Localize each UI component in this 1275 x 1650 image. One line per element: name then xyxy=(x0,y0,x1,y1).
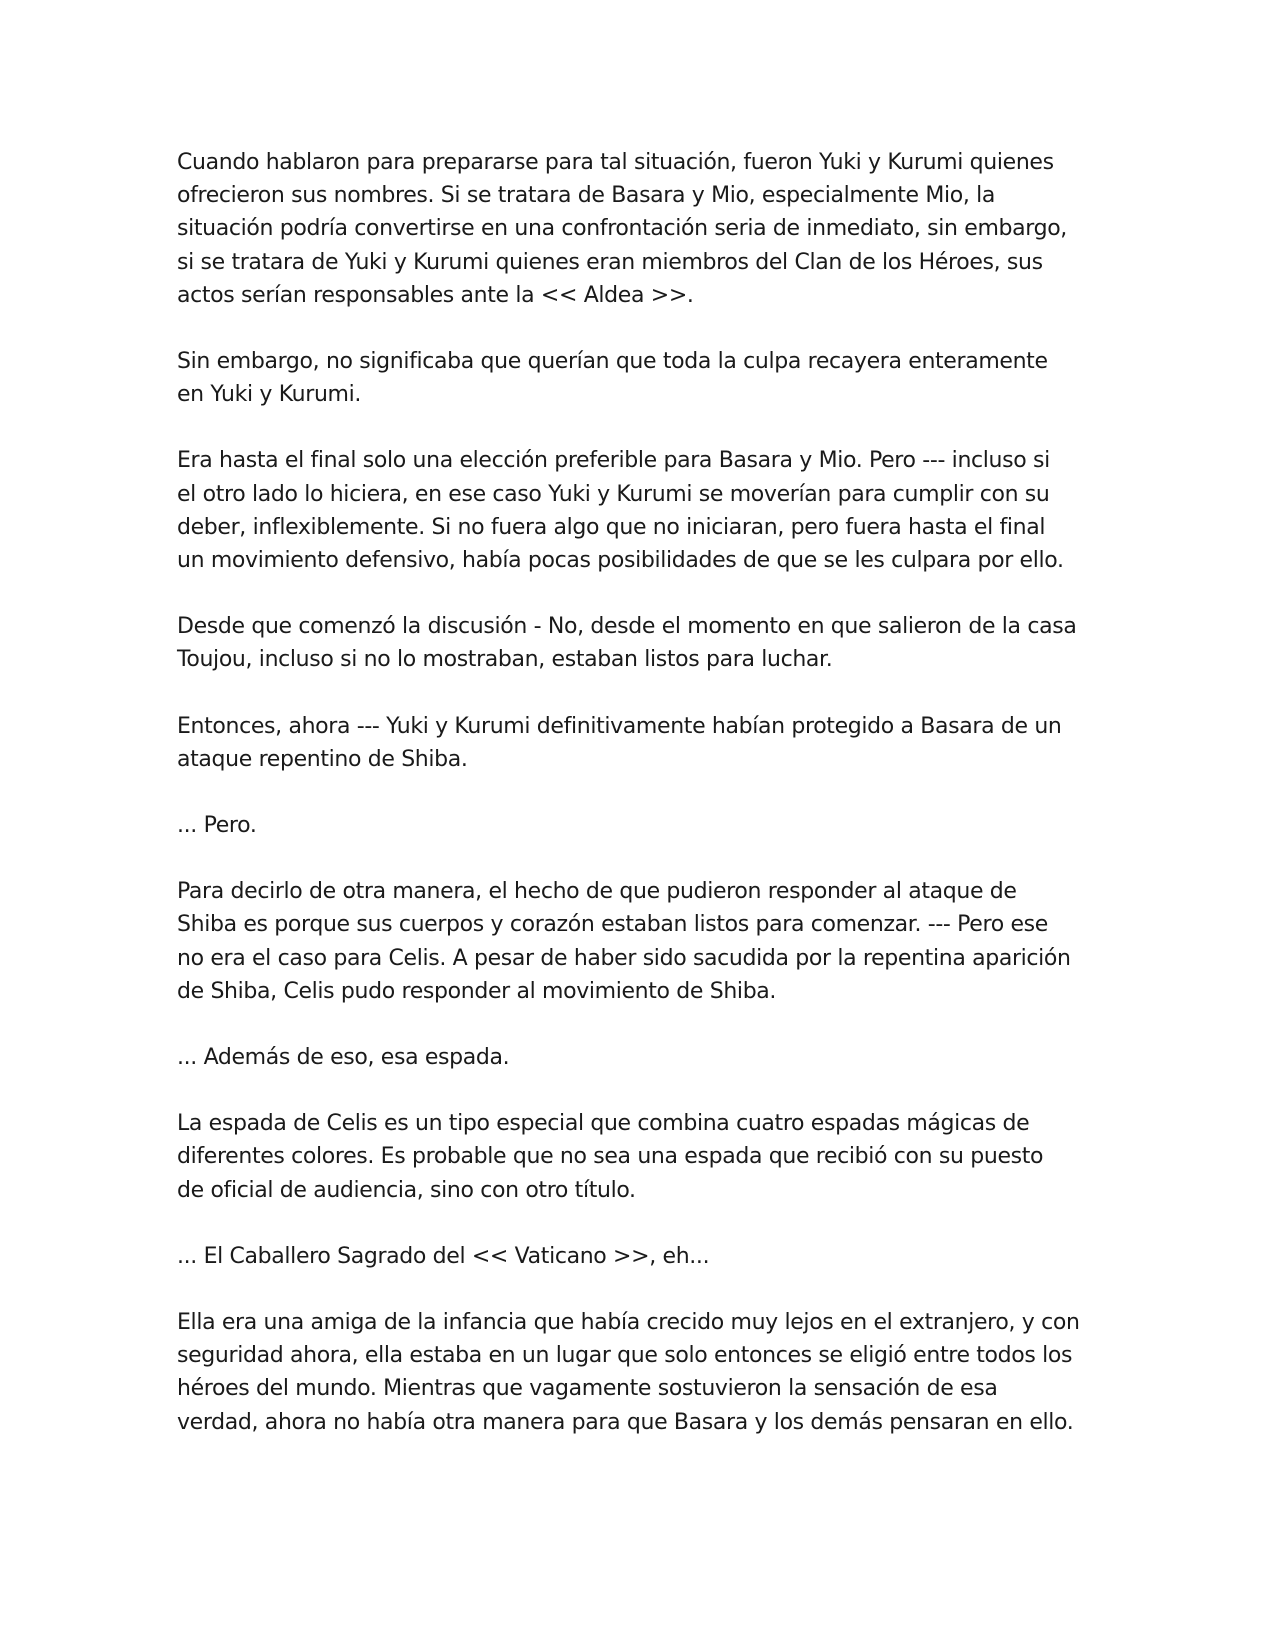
paragraph-8 xyxy=(177,1041,1097,1074)
text-line: verdad, ahora no había otra manera para que Basara y los demás pensaran en ello. xyxy=(177,1409,1074,1435)
paragraph-4 xyxy=(177,610,1097,676)
text-line: situación podría convertirse en una confrontación seria de inmediato, sin embargo, xyxy=(177,216,1067,242)
text-line: un movimiento defensivo, había pocas posibilidades de que se les culpara por ello. xyxy=(177,548,1064,574)
paragraph-7 xyxy=(177,875,1097,1008)
text-line: ... Además de eso, esa espada. xyxy=(177,1045,510,1071)
paragraph-1 xyxy=(177,146,1097,312)
text-line: ataque repentino de Shiba. xyxy=(177,746,468,772)
text-line: de oficial de audiencia, sino con otro título. xyxy=(177,1177,636,1203)
text-line: ... El Caballero Sagrado del << Vaticano >>, eh... xyxy=(177,1243,710,1269)
paragraph-10 xyxy=(177,1240,1097,1273)
text-line: Shiba es porque sus cuerpos y corazón estaban listos para comenzar. --- Pero ese xyxy=(177,912,1048,938)
text-line: si se tratara de Yuki y Kurumi quienes eran miembros del Clan de los Héroes, sus xyxy=(177,249,1043,275)
text-line: La espada de Celis es un tipo especial que combina cuatro espadas mágicas de xyxy=(177,1111,1030,1137)
paragraph-2 xyxy=(177,345,1097,411)
paragraph-9 xyxy=(177,1107,1097,1207)
text-line: Entonces, ahora --- Yuki y Kurumi definitivamente habían protegido a Basara de un xyxy=(177,713,1062,739)
text-line: de Shiba, Celis pudo responder al movimiento de Shiba. xyxy=(177,978,777,1004)
paragraph-6 xyxy=(177,809,1097,842)
text-line: no era el caso para Celis. A pesar de haber sido sacudida por la repentina aparición xyxy=(177,945,1071,971)
paragraph-11 xyxy=(177,1306,1097,1439)
text-line: el otro lado lo hiciera, en ese caso Yuki y Kurumi se moverían para cumplir con su xyxy=(177,481,1050,507)
text-line: actos serían responsables ante la << Aldea >>. xyxy=(177,282,694,308)
text-line: Cuando hablaron para prepararse para tal situación, fueron Yuki y Kurumi quienes xyxy=(177,150,1054,175)
text-line: héroes del mundo. Mientras que vagamente sostuvieron la sensación de esa xyxy=(177,1376,998,1402)
text-line: ofrecieron sus nombres. Si se tratara de Basara y Mio, especialmente Mio, la xyxy=(177,183,996,209)
text-line: Para decirlo de otra manera, el hecho de que pudieron responder al ataque de xyxy=(177,879,1017,905)
text-line: seguridad ahora, ella estaba en un lugar que solo entonces se eligió entre todos los xyxy=(177,1343,1073,1369)
paragraph-5 xyxy=(177,710,1097,776)
text-line: en Yuki y Kurumi. xyxy=(177,382,362,408)
document-page xyxy=(177,146,1097,1472)
text-line: Toujou, incluso si no lo mostraban, estaban listos para luchar. xyxy=(177,647,833,673)
text-line: Desde que comenzó la discusión - No, desde el momento en que salieron de la casa xyxy=(177,614,1077,640)
text-line: Era hasta el final solo una elección preferible para Basara y Mio. Pero --- incluso si xyxy=(177,448,1050,474)
text-line: Sin embargo, no significaba que querían que toda la culpa recayera enteramente xyxy=(177,349,1048,375)
text-line: Ella era una amiga de la infancia que había crecido muy lejos en el extranjero, y con xyxy=(177,1310,1080,1336)
text-line: diferentes colores. Es probable que no sea una espada que recibió con su puesto xyxy=(177,1144,1044,1170)
paragraph-3 xyxy=(177,444,1097,577)
text-line: ... Pero. xyxy=(177,813,257,839)
text-line: deber, inflexiblemente. Si no fuera algo que no iniciaran, pero fuera hasta el final xyxy=(177,514,1046,540)
